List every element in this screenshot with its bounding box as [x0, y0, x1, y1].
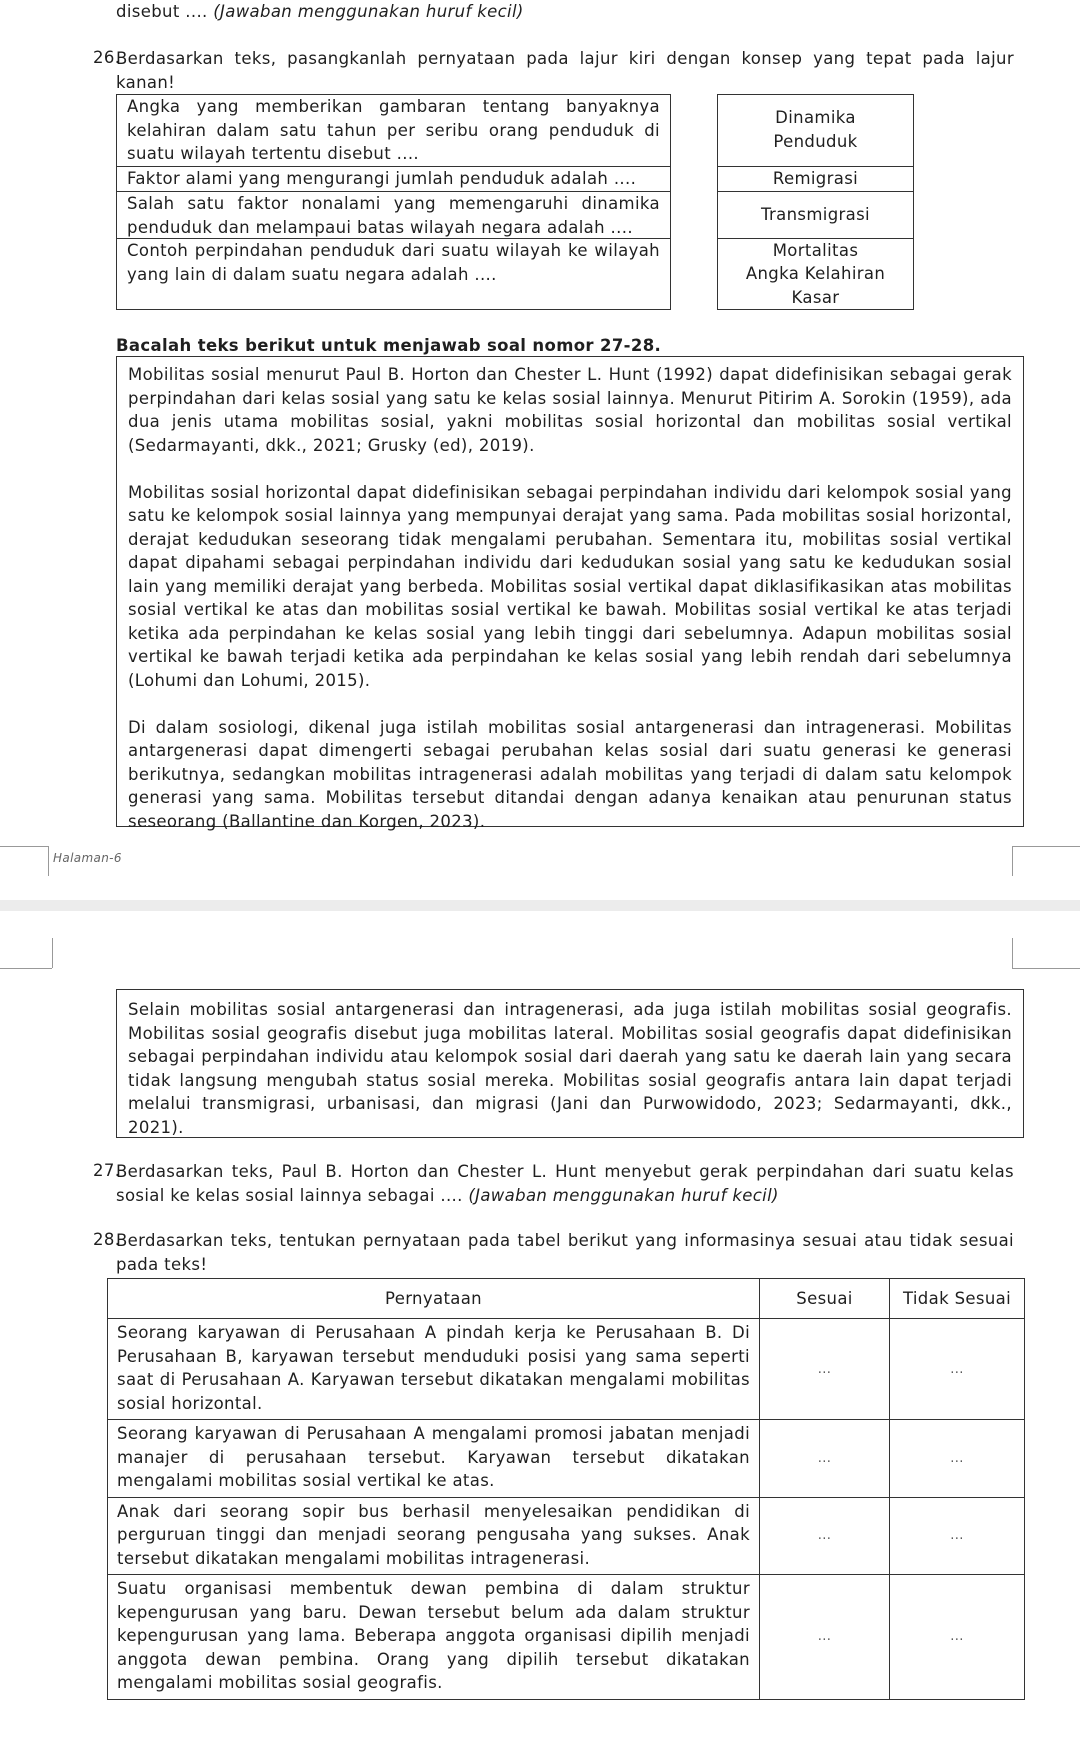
top-line: [116, 2, 524, 21]
option-item: Mortalitas: [772, 241, 859, 260]
tidak-sesuai-cell[interactable]: ...: [890, 1497, 1025, 1575]
page-corner-right-bottom: [1012, 968, 1080, 969]
header-pernyataan: Pernyataan: [108, 1279, 760, 1319]
statement-cell: Anak dari seorang sopir bus berhasil menyelesaikan pendidikan di perguruan tinggi dan menjadi seorang pengusaha yang sukses. Anak tersebut dikatakan mengalami mobilitas intragenerasi.: [108, 1497, 760, 1575]
sesuai-cell[interactable]: ...: [760, 1319, 890, 1420]
tidak-sesuai-cell[interactable]: ...: [890, 1575, 1025, 1700]
question-27-note: (Jawaban menggunakan huruf kecil): [468, 1185, 779, 1205]
table-row: [108, 1497, 1025, 1575]
options-column: [717, 94, 914, 310]
page-corner-right-v: [1012, 846, 1013, 876]
tidak-sesuai-cell[interactable]: ...: [890, 1319, 1025, 1420]
option-item: Angka Kelahiran Kasar: [745, 264, 886, 307]
statement-cell: Seorang karyawan di Perusahaan A mengalami promosi jabatan menjadi manajer di perusahaan tersebut. Karyawan tersebut dikatakan mengalami mobilitas sosial vertikal ke atas.: [108, 1420, 760, 1498]
option-item: Remigrasi: [772, 169, 859, 188]
statement-item: Angka yang memberikan gambaran tentang banyaknya kelahiran dalam satu tahun per seribu orang penduduk di suatu wilayah tertentu disebut ....: [127, 97, 660, 163]
header-tidak-sesuai: Tidak Sesuai: [890, 1279, 1025, 1319]
sesuai-cell[interactable]: ...: [760, 1420, 890, 1498]
table-row: [108, 1575, 1025, 1700]
statement-table: [107, 1278, 1025, 1700]
option-item: Transmigrasi: [760, 205, 870, 224]
top-line-text: disebut ....: [116, 2, 214, 21]
statement-cell: Seorang karyawan di Perusahaan A pindah kerja ke Perusahaan B. Di Perusahaan B, karyawan tersebut menduduki posisi yang sama seperti saat di Perusahaan A. Karyawan tersebut dikatakan mengalami mobilitas sosial horizontal.: [108, 1319, 760, 1420]
statement-item: Contoh perpindahan penduduk dari suatu wilayah ke wilayah yang lain di dalam suatu negara adalah ....: [127, 241, 660, 284]
page-corner-left-bottom-v: [52, 938, 53, 968]
table-row: [108, 1420, 1025, 1498]
question-instruction: Berdasarkan teks, tentukan pernyataan pada tabel berikut yang informasinya sesuai atau tidak sesuai pada teks!: [116, 1231, 1014, 1274]
page-corner-right: [1012, 846, 1080, 847]
sesuai-cell[interactable]: ...: [760, 1497, 890, 1575]
page-corner-left-bottom: [0, 968, 52, 969]
statement-item: Faktor alami yang mengurangi jumlah penduduk adalah ....: [127, 169, 637, 188]
option-item: Dinamika Penduduk: [773, 108, 858, 151]
question-number: 26.: [93, 48, 121, 67]
page-label: Halaman-6: [53, 851, 122, 865]
question-instruction: Berdasarkan teks, pasangkanlah pernyataan pada lajur kiri dengan konsep yang tepat pada lajur kanan!: [116, 49, 1014, 92]
page-corner-left: [0, 846, 48, 847]
question-number: 27.: [93, 1161, 121, 1180]
reading-paragraph: Di dalam sosiologi, dikenal juga istilah mobilitas sosial antargenerasi dan intragenerasi. Mobilitas antargenerasi dapat dimengerti sebagai perubahan kelas sosial dari suatu generasi ke generasi berikutnya, sedangkan mobilitas intragenerasi adalah mobilitas yang terjadi di dalam satu kelompok generasi yang sama. Mobilitas tersebut ditandai dengan adanya kenaikan atau penurunan status seseorang (Ballantine dan Korgen, 2023).: [128, 717, 1012, 831]
page-separator: [0, 900, 1080, 911]
statement-cell: Suatu organisasi membentuk dewan pembina di dalam struktur kepengurusan yang baru. Dewan tersebut belum ada dalam struktur kepengurusan yang lama. Beberapa anggota organisasi dipilih menjadi anggota dewan pembina. Orang yang dipilih tersebut dikatakan mengalami mobilitas sosial geografis.: [108, 1575, 760, 1700]
reading-paragraph: Mobilitas sosial horizontal dapat didefinisikan sebagai perpindahan individu dari kelompok sosial yang satu ke kelompok sosial lainnya yang mempunyai derajat yang sama. Pada mobilitas sosial horizontal, derajat kedudukan seseorang tidak mengalami perubahan. Sementara itu, mobilitas sosial vertikal dapat dipahami sebagai perpindahan individu dari kedudukan sosial yang satu ke kedudukan sosial lain yang memiliki derajat yang berbeda. Mobilitas sosial vertikal dapat diklasifikasikan atas mobilitas sosial vertikal ke atas dan mobilitas sosial vertikal ke bawah. Mobilitas sosial vertikal ke atas terjadi ketika ada perpindahan ke kelas sosial yang lebih tinggi dari sebelumnya. Adapun mobilitas sosial vertikal ke bawah terjadi ketika ada perpindahan ke kelas sosial yang lebih rendah dari sebelumnya (Lohumi dan Lohumi, 2015).: [128, 482, 1012, 690]
table-row: [108, 1319, 1025, 1420]
reading-heading: Bacalah teks berikut untuk menjawab soal nomor 27-28.: [116, 336, 662, 355]
question-27-text: Berdasarkan teks, Paul B. Horton dan Chester L. Hunt menyebut gerak perpindahan dari suatu kelas sosial ke kelas sosial lainnya sebagai ....: [116, 1162, 1014, 1205]
table-header-row: [108, 1279, 1025, 1319]
reading-passage: [116, 356, 1024, 831]
question-number: 28.: [93, 1230, 121, 1249]
tidak-sesuai-cell[interactable]: ...: [890, 1420, 1025, 1498]
page-corner-right-bottom-v: [1012, 938, 1013, 968]
top-line-note: (Jawaban menggunakan huruf kecil): [213, 2, 524, 21]
reading-paragraph: Selain mobilitas sosial antargenerasi dan intragenerasi, ada juga istilah mobilitas sosial geografis. Mobilitas sosial geografis disebut juga mobilitas lateral. Mobilitas sosial geografis dapat didefinisikan sebagai perpindahan individu atau kelompok sosial dari daerah yang satu ke daerah lain yang secara tidak langsung mengubah status sosial mereka. Mobilitas sosial geografis antara lain dapat terjadi melalui transmigrasi, urbanisasi, dan migrasi (Jani dan Purwowidodo, 2023; Sedarmayanti, dkk., 2021).: [128, 1000, 1012, 1137]
question-text: [116, 1160, 1014, 1207]
statement-item: Salah satu faktor nonalami yang memengaruhi dinamika penduduk dan melampaui batas wilayah negara adalah ....: [127, 194, 660, 237]
reading-paragraph: Mobilitas sosial menurut Paul B. Horton dan Chester L. Hunt (1992) dapat didefinisikan sebagai gerak perpindahan dari kelas sosial yang satu ke kelas sosial lainnya. Menurut Pitirim A. Sorokin (1959), ada dua jenis utama mobilitas sosial, yakni mobilitas sosial horizontal dan mobilitas sosial vertikal (Sedarmayanti, dkk., 2021; Grusky (ed), 2019).: [128, 365, 1012, 455]
statements-column: [116, 94, 671, 310]
page-corner-left-v: [48, 846, 49, 876]
reading-passage-continued: [116, 989, 1024, 1138]
header-sesuai: Sesuai: [760, 1279, 890, 1319]
sesuai-cell[interactable]: ...: [760, 1575, 890, 1700]
